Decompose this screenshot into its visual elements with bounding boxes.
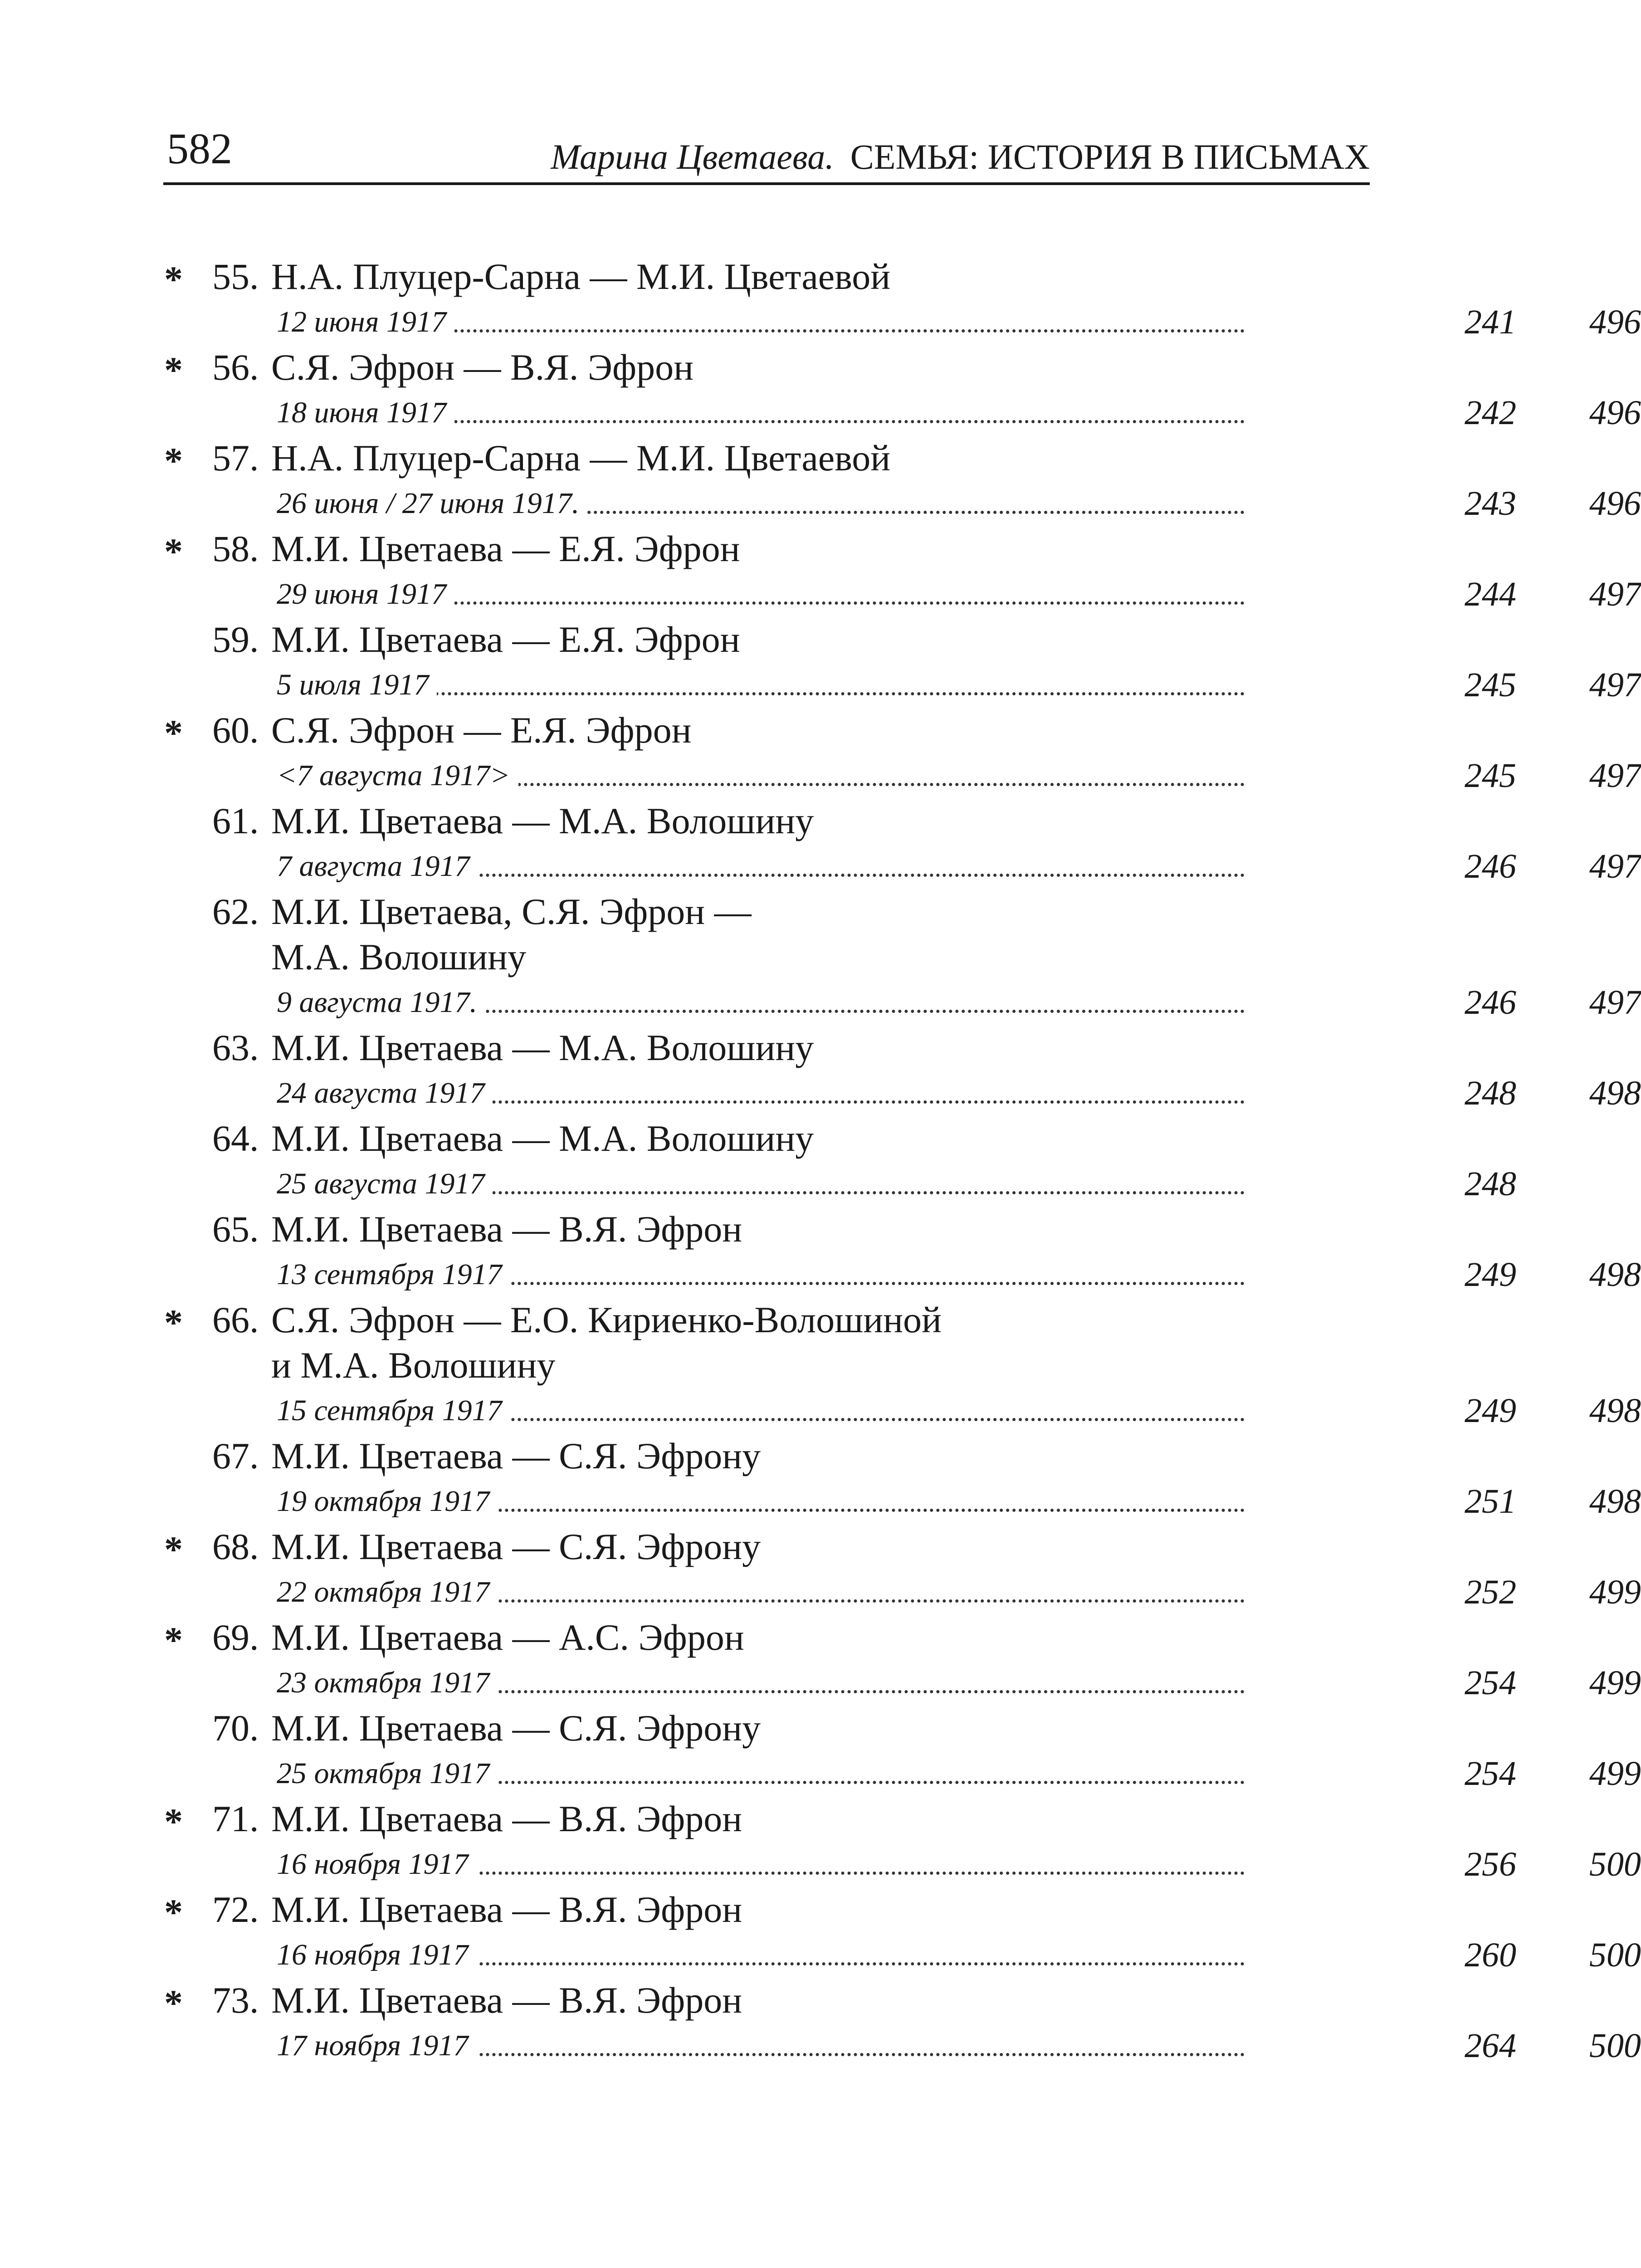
entry-number: 71.: [212, 1798, 259, 1839]
entry-title: М.И. Цветаева — С.Я. Эфрону: [271, 1435, 761, 1476]
running-title: [551, 139, 1370, 175]
toc-entry: [0, 1887, 1641, 1978]
letter-page-number: 245: [1465, 757, 1516, 795]
entry-date-row: [271, 980, 1641, 1025]
entry-date-row: [271, 1842, 1641, 1887]
commentary-page-number: 496: [1589, 484, 1641, 523]
commentary-page-number: 498: [1589, 1256, 1641, 1294]
entry-date: 12 июня 1917: [277, 299, 454, 345]
entry-date: 25 октября 1917: [277, 1751, 498, 1796]
new-publication-marker: *: [164, 1801, 183, 1842]
running-title-author: Марина Цветаева.: [551, 137, 834, 176]
running-header: [163, 119, 1370, 187]
contents-list: [0, 254, 1641, 2068]
entry-number: 56.: [212, 347, 259, 388]
new-publication-marker: *: [164, 1619, 183, 1661]
new-publication-marker: *: [164, 712, 183, 753]
entry-title: М.И. Цветаева — В.Я. Эфрон: [271, 1208, 742, 1250]
letter-page-number: 245: [1465, 666, 1516, 704]
entry-number: 64.: [212, 1118, 259, 1159]
toc-entry: [0, 435, 1641, 526]
entry-date: 18 июня 1917: [277, 390, 454, 435]
entry-date-row: [271, 1252, 1641, 1297]
entry-title: М.И. Цветаева — Е.Я. Эфрон: [271, 528, 740, 569]
entry-title: М.И. Цветаева — Е.Я. Эфрон: [271, 619, 740, 660]
entry-date-row: [271, 1388, 1641, 1433]
entry-date-row: [271, 572, 1641, 617]
entry-date-row: [271, 753, 1641, 798]
toc-entry: [0, 1706, 1641, 1796]
page-number: 582: [167, 124, 232, 173]
entry-date: 25 августа 1917: [277, 1161, 493, 1207]
toc-entry: [0, 1025, 1641, 1116]
entry-number: 68.: [212, 1526, 259, 1567]
entry-title: Н.А. Плуцер-Сарна — М.И. Цветаевой: [271, 256, 891, 297]
entry-number: 65.: [212, 1208, 259, 1250]
entry-title: М.А. Волошину: [271, 936, 527, 978]
entry-date-row: [271, 1932, 1641, 1978]
entry-title: С.Я. Эфрон — Е.О. Кириенко-Волошиной: [271, 1299, 942, 1340]
toc-entry: [0, 1433, 1641, 1524]
entry-date: 7 августа 1917: [277, 844, 478, 889]
entry-title: М.И. Цветаева — В.Я. Эфрон: [271, 1980, 742, 2021]
entry-date-row: [271, 1479, 1641, 1524]
toc-entry: [0, 1207, 1641, 1297]
letter-page-number: 264: [1465, 2027, 1516, 2065]
new-publication-marker: *: [164, 531, 183, 572]
entry-number: 60.: [212, 709, 259, 751]
entry-date-row: [271, 844, 1641, 889]
entry-number: 69.: [212, 1617, 259, 1658]
commentary-page-number: 498: [1589, 1074, 1641, 1112]
entry-title: Н.А. Плуцер-Сарна — М.И. Цветаевой: [271, 437, 891, 479]
commentary-page-number: 500: [1589, 2027, 1641, 2065]
entry-date-row: [271, 2023, 1641, 2068]
toc-entry: [0, 1297, 1641, 1433]
letter-page-number: 248: [1465, 1165, 1516, 1203]
letter-page-number: 256: [1465, 1845, 1516, 1883]
commentary-page-number: 500: [1589, 1845, 1641, 1883]
entry-date: 15 сентября 1917: [277, 1388, 510, 1433]
commentary-page-number: 497: [1589, 666, 1641, 704]
entry-date-row: [271, 662, 1641, 708]
letter-page-number: 249: [1465, 1392, 1516, 1430]
toc-entry: [0, 1796, 1641, 1887]
toc-entry: [0, 1524, 1641, 1615]
entry-number: 57.: [212, 437, 259, 479]
letter-page-number: 241: [1465, 303, 1516, 341]
entry-date-row: [271, 1161, 1516, 1207]
commentary-page-number: 500: [1589, 1936, 1641, 1974]
letter-page-number: 246: [1465, 847, 1516, 885]
entry-date: 5 июля 1917: [277, 662, 437, 708]
toc-entry: [0, 526, 1641, 617]
commentary-page-number: 497: [1589, 757, 1641, 795]
entry-title: М.И. Цветаева — С.Я. Эфрону: [271, 1526, 761, 1567]
commentary-page-number: 498: [1589, 1392, 1641, 1430]
letter-page-number: 242: [1465, 394, 1516, 432]
entry-title: М.И. Цветаева — М.А. Волошину: [271, 1027, 814, 1068]
toc-entry: [0, 617, 1641, 708]
commentary-page-number: 496: [1589, 394, 1641, 432]
new-publication-marker: *: [164, 440, 183, 481]
commentary-page-number: 497: [1589, 847, 1641, 885]
commentary-page-number: 499: [1589, 1664, 1641, 1702]
entry-date: 17 ноября 1917: [277, 2023, 477, 2068]
commentary-page-number: 499: [1589, 1755, 1641, 1793]
entry-number: 59.: [212, 619, 259, 660]
commentary-page-number: 497: [1589, 575, 1641, 613]
letter-page-number: 260: [1465, 1936, 1516, 1974]
letter-page-number: 243: [1465, 484, 1516, 523]
entry-title: М.И. Цветаева — В.Я. Эфрон: [271, 1798, 742, 1839]
entry-date: 13 сентября 1917: [277, 1252, 510, 1297]
letter-page-number: 254: [1465, 1755, 1516, 1793]
entry-title: С.Я. Эфрон — В.Я. Эфрон: [271, 347, 694, 388]
entry-title: М.И. Цветаева — В.Я. Эфрон: [271, 1889, 742, 1930]
entry-title: С.Я. Эфрон — Е.Я. Эфрон: [271, 709, 692, 751]
entry-date: 29 июня 1917: [277, 572, 454, 617]
entry-number: 66.: [212, 1299, 259, 1340]
letter-page-number: 248: [1465, 1074, 1516, 1112]
entry-number: 63.: [212, 1027, 259, 1068]
toc-entry: [0, 708, 1641, 798]
toc-entry: [0, 798, 1641, 889]
entry-date: 22 октября 1917: [277, 1569, 498, 1615]
entry-date-row: [271, 1070, 1641, 1116]
entry-number: 55.: [212, 256, 259, 297]
entry-date-row: [271, 481, 1641, 526]
entry-title: М.И. Цветаева — А.С. Эфрон: [271, 1617, 744, 1658]
entry-title: М.И. Цветаева — М.А. Волошину: [271, 1118, 814, 1159]
commentary-page-number: 497: [1589, 983, 1641, 1022]
entry-date: <7 августа 1917>: [277, 753, 518, 798]
letter-page-number: 244: [1465, 575, 1516, 613]
new-publication-marker: *: [164, 1302, 183, 1343]
commentary-page-number: 496: [1589, 303, 1641, 341]
entry-title: М.И. Цветаева, С.Я. Эфрон —: [271, 891, 752, 932]
entry-number: 70.: [212, 1707, 259, 1749]
commentary-page-number: 498: [1589, 1482, 1641, 1520]
toc-entry: [0, 1978, 1641, 2068]
entry-title: и М.А. Волошину: [271, 1344, 556, 1386]
entry-number: 73.: [212, 1980, 259, 2021]
commentary-page-number: 499: [1589, 1573, 1641, 1611]
letter-page-number: 252: [1465, 1573, 1516, 1611]
entry-title: М.И. Цветаева — М.А. Волошину: [271, 800, 814, 841]
letter-page-number: 249: [1465, 1256, 1516, 1294]
entry-date-row: [271, 390, 1641, 435]
toc-entry: [0, 345, 1641, 435]
entry-date: 24 августа 1917: [277, 1070, 493, 1116]
new-publication-marker: *: [164, 259, 183, 300]
entry-number: 58.: [212, 528, 259, 569]
toc-entry: [0, 889, 1641, 1025]
entry-date: 19 октября 1917: [277, 1479, 498, 1524]
running-title-book: СЕМЬЯ: ИСТОРИЯ В ПИСЬМАХ: [850, 137, 1370, 176]
toc-entry: [0, 1116, 1532, 1207]
entry-number: 62.: [212, 891, 259, 932]
new-publication-marker: *: [164, 349, 183, 391]
entry-date: 16 ноября 1917: [277, 1932, 477, 1978]
entry-number: 61.: [212, 800, 259, 841]
entry-title: М.И. Цветаева — С.Я. Эфрону: [271, 1707, 761, 1749]
entry-date: 23 октября 1917: [277, 1660, 498, 1706]
entry-date-row: [271, 1569, 1641, 1615]
new-publication-marker: *: [164, 1982, 183, 2024]
entry-number: 72.: [212, 1889, 259, 1930]
entry-date: 26 июня / 27 июня 1917.: [277, 481, 587, 526]
entry-date: 9 августа 1917.: [277, 980, 485, 1025]
entry-date-row: [271, 299, 1641, 345]
entry-date-row: [271, 1751, 1641, 1796]
toc-entry: [0, 1615, 1641, 1706]
header-rule: [163, 182, 1370, 185]
entry-date: 16 ноября 1917: [277, 1842, 477, 1887]
letter-page-number: 251: [1465, 1482, 1516, 1520]
new-publication-marker: *: [164, 1529, 183, 1570]
toc-entry: [0, 254, 1641, 345]
letter-page-number: 254: [1465, 1664, 1516, 1702]
entry-date-row: [271, 1660, 1641, 1706]
letter-page-number: 246: [1465, 983, 1516, 1022]
entry-number: 67.: [212, 1435, 259, 1476]
new-publication-marker: *: [164, 1892, 183, 1933]
